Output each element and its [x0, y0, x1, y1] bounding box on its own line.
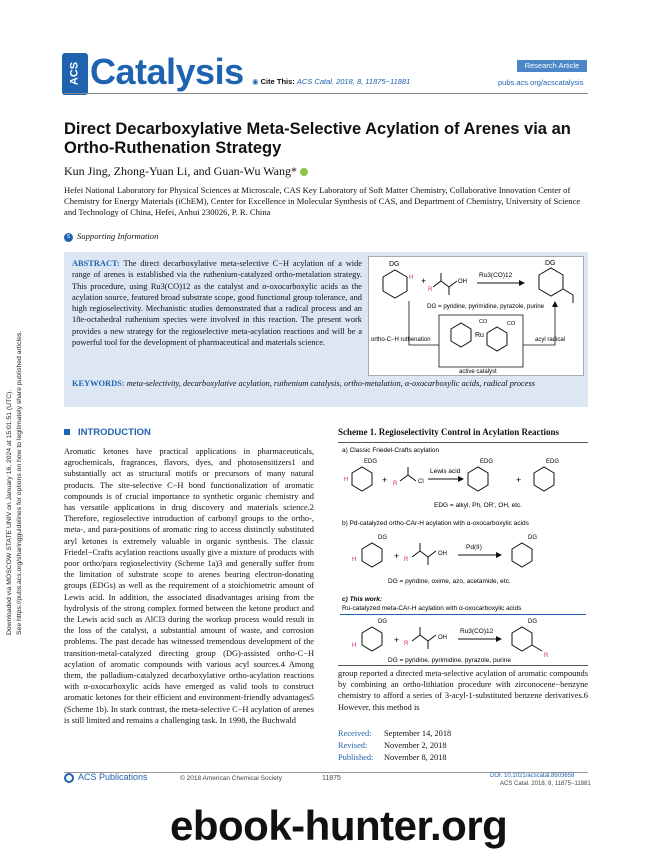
svg-text:EDG: EDG — [364, 459, 378, 465]
scheme-a-label: a) Classic Friedel-Crafts acylation — [342, 447, 440, 454]
cite-icon: ◉ — [252, 77, 259, 86]
watermark: ebook-hunter.org — [170, 802, 508, 849]
toc-step-radical: acyl radical — [535, 337, 566, 343]
scheme-c-sub: Ru-catalyzed meta-CAr-H acylation with α-oxocarboxylic acids — [342, 605, 522, 612]
download-sidebar — [4, 260, 34, 640]
copyright: © 2018 American Chemical Society — [180, 775, 282, 782]
cite-label: Cite This: — [260, 77, 295, 86]
toc-catalyst: Ru3(CO)12 — [479, 272, 513, 279]
cite-reference[interactable]: ACS Catal. 2018, 8, 11875−11881 — [296, 77, 411, 86]
toc-graphic — [368, 256, 584, 376]
scheme-a-note: EDG = alkyl, Ph, OR', OH, etc. — [434, 502, 523, 509]
svg-text:CO: CO — [479, 319, 488, 325]
journal-url[interactable]: pubs.acs.org/acscatalysis — [498, 78, 584, 87]
svg-text:+: + — [421, 276, 427, 286]
svg-text:R: R — [544, 653, 549, 659]
revised-date: November 2, 2018 — [384, 741, 447, 750]
svg-text:DG: DG — [378, 619, 387, 625]
acs-logo-icon: ACS — [62, 53, 88, 95]
scheme-b-label: b) Pd-catalyzed ortho-CAr-H acylation with α-oxocarboxylic acids — [342, 520, 529, 527]
scheme-c-label: c) This work: — [342, 596, 383, 603]
svg-text:H: H — [409, 275, 414, 281]
svg-text:DG: DG — [528, 535, 537, 541]
svg-text:DG: DG — [378, 535, 387, 541]
svg-text:EDG: EDG — [546, 459, 560, 465]
revised-label: Revised: — [338, 741, 368, 750]
article-dates — [338, 728, 588, 764]
svg-text:Cl: Cl — [418, 479, 424, 485]
scheme-b-note: DG = pyridine, oxime, azo, acetamide, etc. — [388, 578, 511, 585]
svg-text:+: + — [516, 475, 522, 485]
header-divider — [64, 93, 588, 94]
journal-citation: ACS Catal. 2018, 8, 11875−11881 — [500, 781, 591, 787]
svg-text:+: + — [394, 635, 400, 645]
received-date: September 14, 2018 — [384, 729, 452, 738]
svg-text:Lewis acid: Lewis acid — [430, 468, 461, 475]
received-label: Received: — [338, 729, 372, 738]
svg-text:R: R — [428, 287, 433, 293]
supporting-info-icon: S — [64, 233, 73, 242]
acs-publications-icon — [64, 773, 74, 783]
svg-text:R: R — [404, 641, 409, 647]
cite-line[interactable] — [252, 77, 410, 86]
toc-dg-list: DG = pyridine, pyrimidine, pyrazole, purine — [427, 303, 545, 310]
svg-text:R: R — [393, 481, 398, 487]
svg-text:+: + — [382, 475, 388, 485]
svg-text:DG: DG — [528, 619, 537, 625]
svg-text:Ru3(CO)12: Ru3(CO)12 — [460, 628, 494, 635]
svg-text:H: H — [352, 557, 357, 563]
toc-substrate-ring — [383, 270, 407, 298]
svg-text:DG: DG — [545, 260, 556, 267]
sharing-guidelines: See https://pubs.acs.org/sharingguidelines for options on how to legitimately share published articles. — [16, 330, 23, 635]
svg-text:Pd(II): Pd(II) — [466, 544, 482, 551]
journal-logo[interactable] — [62, 51, 244, 95]
journal-name: Catalysis — [90, 51, 244, 92]
author-list: Kun Jing, Zhong-Yuan Li, and Guan-Wu Wang* — [64, 164, 308, 179]
svg-text:OH: OH — [438, 635, 447, 641]
intro-heading: INTRODUCTION — [64, 427, 151, 438]
doi-link[interactable]: DOI: 10.1021/acscatal.8b03658 — [490, 773, 575, 779]
published-date: November 8, 2018 — [384, 753, 447, 762]
svg-text:+: + — [394, 551, 400, 561]
section-square-icon — [64, 429, 70, 435]
svg-text:OH: OH — [438, 551, 447, 557]
intro-body-col2: group reported a directed meta-selective acylation of aromatic compounds by combining an ortho-lithiation procedure with zirconocene−benzyne chemistry to afford a series of 3-acyl-1-substituted benzene derivatives.6 However, this method is — [338, 669, 588, 712]
scheme-figure — [338, 442, 588, 666]
scheme-title: Scheme 1. Regioselectivity Control in Acylation Reactions — [338, 427, 560, 437]
acs-publications-logo[interactable]: ACS Publications — [64, 772, 148, 783]
toc-dg-label: DG — [389, 261, 400, 268]
svg-text:Ru: Ru — [475, 332, 484, 339]
supporting-info-link[interactable]: S Supporting Information — [64, 231, 158, 242]
toc-active-catalyst: active catalyst — [459, 369, 497, 375]
svg-text:H: H — [352, 643, 357, 649]
svg-text:OH: OH — [458, 279, 467, 285]
intro-body: Aromatic ketones have practical applications in pharmaceuticals, agrochemicals, fragrances, flavors, dyes, and photosensitizers1 and substantially act as structural motifs or precursors of many natural products. The site-selective C−H bond functionalization of aromatic compounds is of crucial importance to synthetic organic chemistry and has versatile applications in drug discovery and materials science.2 Therefore, regioselective introduction of carbonyl groups to the ortho-, meta-, and para-positions of aromatic ring to access distinctly substituted aryl ketones is extremely valuable in organic synthesis. The classic Friedel−Crafts acylation reactions usually give a mixture of products with poor ortho/para regioselectivity (Scheme 1a)3 and generally suffer from the limitation of substrate scope to arenes bearing electron-donating groups (EDGs) as well as the requirement of a stoichiometric amount of Lewis acid. In addition, the associated disadvantages arising from the hydrolysis of the strong complex formed between the ketone product and the Lewis acid such as AlCl3 during the workup process would result in the loss of the catalyst, a substantial amount of waste, and corrosion problems. The past decade has witnessed tremendous development of the transition-metal-catalyzed directing group (DG)-assisted ortho-C−H acylation of aromatic compounds with various acyl sources.4 Among them, the palladium-catalyzed decarboxylative ortho-acylation reactions with α-oxocarboxylic acids have emerged as valid tools to construct aromatic ketones for their efficient and environment-friendly advantages5 (Scheme 1b). In stark contrast, the meta-selective C−H acylation of arenes is still limited and remains a challenging task. In 1998, the Buchwald — [64, 447, 314, 725]
page-number: 11875 — [322, 775, 341, 782]
abstract-text: ABSTRACT: The direct decarboxylative meta-selective C−H acylation of a wide range of arenes is established via the ruthenium-catalyzed ortho-metalation strategy. This procedure, using Ru3(CO)12 as the catalyst and α-oxocarboxylic acids as the acylation source, featured broad substrate scope, good functional group tolerance, and high regioselectivity. Mechanistic studies demonstrated that a radical process and an 18e-octahedral ruthenium species were involved in this reaction. The present work provides a new strategy for the regioselective meta-acylation reactions and will be a powerful tool for the development of pharmaceutical and materials science. — [72, 259, 362, 348]
svg-text:EDG: EDG — [480, 459, 494, 465]
affiliation: Hefei National Laboratory for Physical Sciences at Microscale, CAS Key Laboratory of Soft Matter Chemistry, Collaborative Innovation Center of Chemistry for Energy Materials (iChEM), Center for Excellence in Molecular Synthesis of CAS, and Department of Chemistry, University of Science and Technology of China, Hefei, Anhui 230026, P. R. China — [64, 185, 581, 217]
article-title: Direct Decarboxylative Meta-Selective Acylation of Arenes via an Ortho-Ruthenation Strategy — [64, 120, 571, 157]
keywords-label: KEYWORDS: — [72, 379, 125, 388]
published-label: Published: — [338, 753, 374, 762]
download-notice: Downloaded via MOSCOW STATE UNIV on January 16, 2024 at 15:01:51 (UTC). — [6, 389, 13, 635]
orcid-icon[interactable] — [300, 168, 308, 176]
abstract-label: ABSTRACT: — [72, 259, 120, 268]
scheme-c-note: DG = pyridine, pyrimidine, pyrazole, purine — [388, 657, 512, 664]
keywords: KEYWORDS: meta-selectivity, decarboxylative acylation, ruthenium catalysis, ortho-metalation, α-oxocarboxylic acids, radical process — [72, 379, 535, 388]
svg-text:H: H — [344, 477, 349, 483]
svg-text:CO: CO — [507, 321, 516, 327]
article-type-badge: Research Article — [517, 60, 587, 72]
svg-text:R: R — [404, 557, 409, 563]
toc-step-ruthenation: ortho-C−H ruthenation — [371, 337, 431, 343]
